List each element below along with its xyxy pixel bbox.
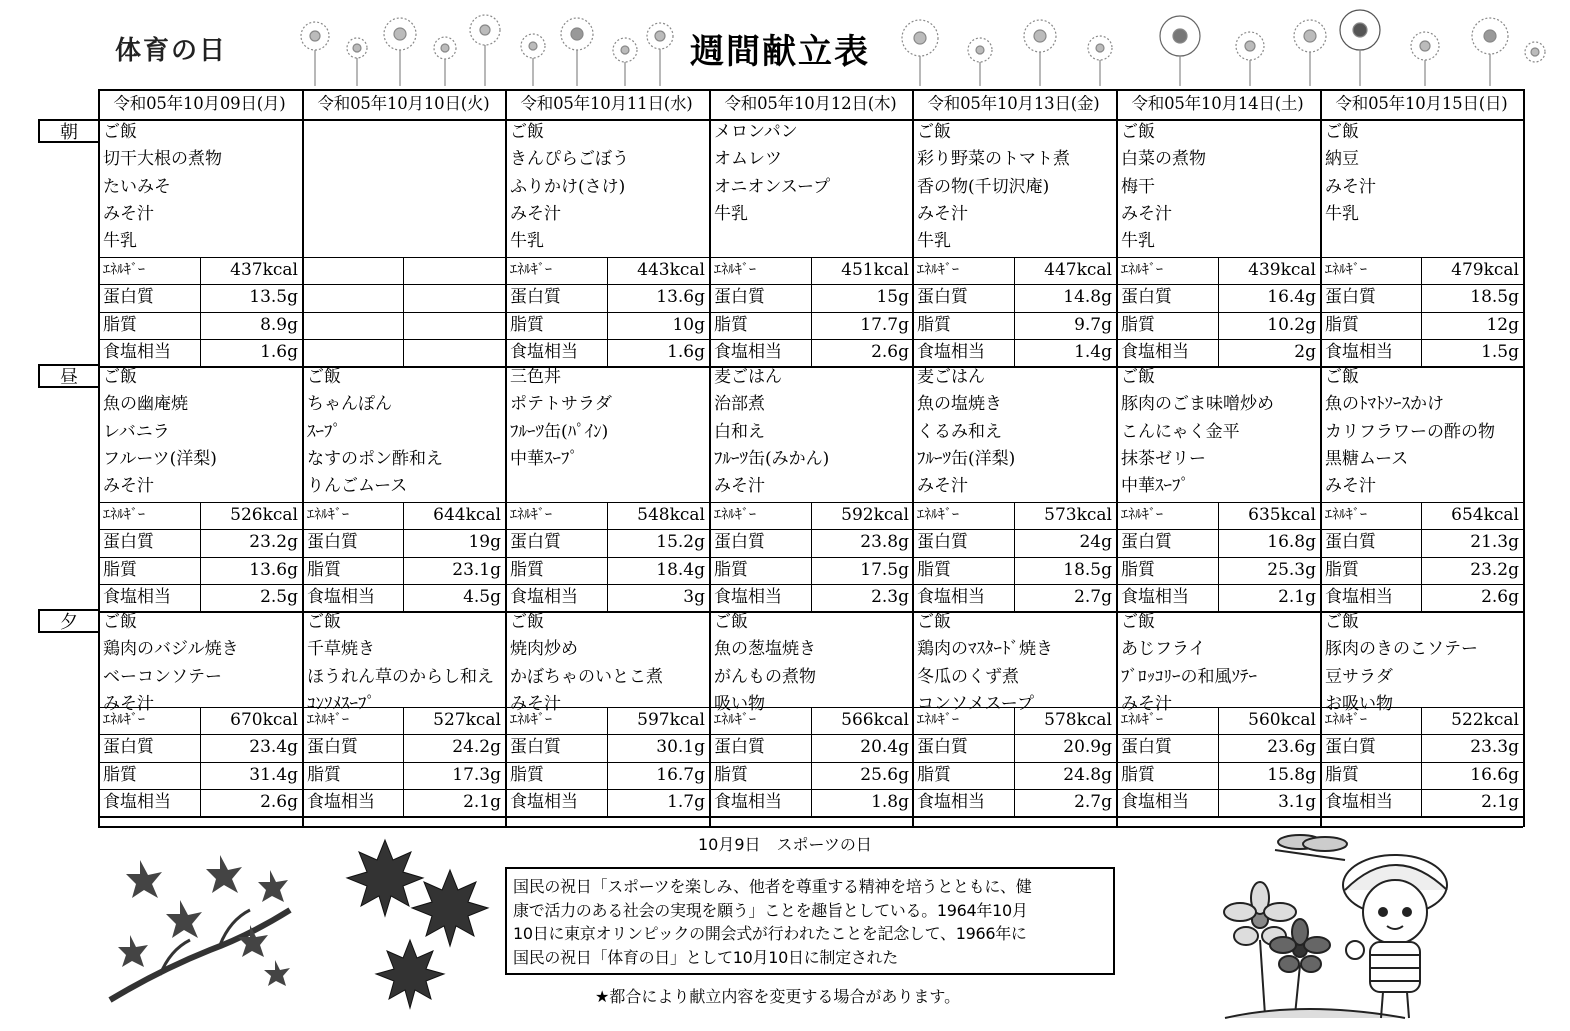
nutrient-label: 食塩相当 — [307, 587, 375, 607]
nutrient-value: 15.2g — [656, 532, 705, 552]
nutrient-label: 脂質 — [510, 315, 544, 335]
nutrient-label: 脂質 — [917, 765, 951, 785]
meal-tag-dinner: 夕 — [38, 609, 98, 633]
menu-item: 豆サラダ — [1325, 667, 1393, 687]
nutrient-label: ｴﾈﾙｷﾞｰ — [1121, 262, 1163, 278]
nutrient-label: ｴﾈﾙｷﾞｰ — [307, 507, 349, 523]
menu-item: 牛乳 — [1121, 231, 1155, 251]
menu-item: かぼちゃのいとこ煮 — [510, 667, 663, 687]
menu-item: りんごムース — [307, 476, 408, 496]
nutrient-label: 脂質 — [1121, 315, 1155, 335]
nutrient-label: ｴﾈﾙｷﾞｰ — [510, 507, 552, 523]
nutrient-label: 食塩相当 — [1325, 342, 1393, 362]
nutrient-value: 2.6g — [1481, 587, 1519, 607]
nutrient-label: 食塩相当 — [1121, 587, 1189, 607]
nutrient-value: 9.7g — [1074, 315, 1112, 335]
menu-item: ポテトサラダ — [510, 394, 612, 414]
nutrient-label: ｴﾈﾙｷﾞｰ — [103, 712, 145, 728]
nutrient-value: 17.7g — [860, 315, 909, 335]
menu-item: 牛乳 — [510, 231, 544, 251]
menu-item: フルーツ(洋梨) — [103, 449, 217, 469]
nutrient-value: 13.6g — [656, 287, 705, 307]
nutrient-label: ｴﾈﾙｷﾞｰ — [510, 712, 552, 728]
nutrient-label: 脂質 — [1121, 765, 1155, 785]
nutrient-label: 食塩相当 — [510, 342, 578, 362]
menu-item: オニオンスープ — [714, 177, 831, 197]
nutrient-label: 脂質 — [510, 560, 544, 580]
nutrient-label: ｴﾈﾙｷﾞｰ — [1121, 507, 1163, 523]
nutrient-label: 食塩相当 — [307, 792, 375, 812]
menu-item: 中華ｽｰﾌﾟ — [510, 449, 578, 469]
nutrient-value: 31.4g — [249, 765, 298, 785]
nutrient-value: 16.7g — [656, 765, 705, 785]
meal-tag-breakfast: 朝 — [38, 119, 98, 143]
menu-item: 切干大根の煮物 — [103, 149, 222, 169]
nutrient-label: 食塩相当 — [917, 342, 985, 362]
nutrient-value: 439kcal — [1248, 260, 1316, 280]
menu-item: みそ汁 — [714, 476, 765, 496]
nutrient-value: 2.3g — [871, 587, 909, 607]
nutrient-value: 17.5g — [860, 560, 909, 580]
menu-item: 抹茶ゼリー — [1121, 449, 1206, 469]
holiday-info-box — [505, 867, 1115, 975]
nutrient-value: 2.7g — [1074, 587, 1112, 607]
menu-item: ご飯 — [510, 612, 544, 632]
menu-item: ﾌﾙｰﾂ缶(ﾊﾟｲﾝ) — [510, 422, 609, 442]
nutrient-label: 脂質 — [714, 765, 748, 785]
menu-item: 吸い物 — [714, 694, 765, 714]
menu-item: 魚の塩焼き — [917, 394, 1002, 414]
nutrient-label: 蛋白質 — [714, 532, 765, 552]
menu-item: ご飯 — [1121, 122, 1155, 142]
nutrient-value: 16.4g — [1267, 287, 1316, 307]
menu-item: 黒糖ムース — [1325, 449, 1409, 469]
nutrient-value: 18.5g — [1470, 287, 1519, 307]
menu-item: 白菜の煮物 — [1121, 149, 1206, 169]
maple-leaves-illustration — [345, 830, 495, 1020]
nutrient-value: 20.4g — [860, 737, 909, 757]
nutrient-value: 14.8g — [1063, 287, 1112, 307]
nutrient-value: 24.8g — [1063, 765, 1112, 785]
nutrient-value: 635kcal — [1248, 505, 1316, 525]
menu-item: ご飯 — [1325, 122, 1359, 142]
nutrient-value: 2.6g — [871, 342, 909, 362]
nutrient-label: 蛋白質 — [917, 532, 968, 552]
nutrient-label: 蛋白質 — [103, 737, 154, 757]
nutrient-label: 食塩相当 — [1121, 342, 1189, 362]
menu-item: あじフライ — [1121, 639, 1206, 659]
menu-item: 梅干 — [1121, 177, 1155, 197]
nutrient-value: 20.9g — [1063, 737, 1112, 757]
nutrient-value: 644kcal — [433, 505, 501, 525]
nutrient-value: 2.7g — [1074, 792, 1112, 812]
menu-item: 納豆 — [1325, 149, 1359, 169]
nutrient-label: 蛋白質 — [1121, 287, 1172, 307]
nutrient-label: 脂質 — [103, 560, 137, 580]
menu-item: ご飯 — [307, 612, 341, 632]
nutrient-value: 2.1g — [463, 792, 501, 812]
menu-item: ﾌﾞﾛｯｺﾘｰの和風ｿﾃｰ — [1121, 667, 1257, 687]
grid-header-line — [98, 119, 1523, 121]
nutrient-label: 食塩相当 — [1325, 792, 1393, 812]
nutrient-label: ｴﾈﾙｷﾞｰ — [1121, 712, 1163, 728]
menu-item: 治部煮 — [714, 394, 765, 414]
nutrient-value: 18.4g — [656, 560, 705, 580]
menu-item: 香の物(千切沢庵) — [917, 177, 1050, 197]
menu-item: 中華ｽｰﾌﾟ — [1121, 476, 1189, 496]
menu-item: 魚の幽庵焼 — [103, 394, 188, 414]
menu-item: 三色丼 — [510, 367, 561, 387]
nutrient-label: ｴﾈﾙｷﾞｰ — [917, 507, 959, 523]
nutrient-value: 13.5g — [249, 287, 298, 307]
nutrient-label: 蛋白質 — [1325, 532, 1376, 552]
nutrient-label: 蛋白質 — [1325, 737, 1376, 757]
nutrient-label: ｴﾈﾙｷﾞｰ — [1325, 262, 1367, 278]
menu-item: ほうれん草のからし和え — [307, 667, 494, 687]
nutrient-value: 23.4g — [249, 737, 298, 757]
nutrient-value: 654kcal — [1451, 505, 1519, 525]
menu-item: ご飯 — [917, 122, 951, 142]
nutrition-row-line — [98, 816, 1523, 818]
nutrient-value: 3.1g — [1278, 792, 1316, 812]
info-line: 10日に東京オリンピックの開会式が行われたことを記念して、1966年に — [513, 924, 1027, 943]
nutrient-label: ｴﾈﾙｷﾞｰ — [1325, 507, 1367, 523]
nutrient-value: 2.5g — [260, 587, 298, 607]
nutrient-value: 16.8g — [1267, 532, 1316, 552]
nutrient-value: 1.7g — [667, 792, 705, 812]
menu-table — [98, 89, 1523, 827]
meal-tag-lunch: 昼 — [38, 364, 98, 388]
menu-item: カリフラワーの酢の物 — [1325, 422, 1495, 442]
change-notice: ★都合により献立内容を変更する場合があります。 — [595, 987, 961, 1006]
nutrient-value: 592kcal — [841, 505, 909, 525]
nutrient-label: 脂質 — [917, 315, 951, 335]
nutrient-label: 脂質 — [1325, 765, 1359, 785]
nutrient-value: 25.6g — [860, 765, 909, 785]
menu-item: なすのポン酢和え — [307, 449, 443, 469]
day-header: 令和05年10月10日(火) — [317, 94, 490, 113]
menu-item: ｺﾝｿﾒｽｰﾌﾟ — [307, 694, 375, 714]
menu-item: ｽｰﾌﾟ — [307, 422, 341, 442]
menu-item: みそ汁 — [1325, 476, 1376, 496]
nutrient-label: ｴﾈﾙｷﾞｰ — [307, 712, 349, 728]
menu-item: ご飯 — [1121, 612, 1155, 632]
info-line: 国民の祝日「体育の日」として10月10日に制定された — [513, 947, 898, 967]
menu-item: みそ汁 — [1325, 177, 1376, 197]
logo-text: 体育の日 — [115, 36, 228, 66]
nutrient-value: 1.4g — [1074, 342, 1112, 362]
grid-column-line — [1320, 89, 1322, 827]
nutrient-value: 13.6g — [249, 560, 298, 580]
nutrient-value: 522kcal — [1451, 710, 1519, 730]
nutrient-value: 25.3g — [1267, 560, 1316, 580]
menu-item: オムレツ — [714, 149, 782, 169]
flower-decoration-right — [890, 6, 1550, 86]
nutrient-label: 蛋白質 — [1121, 737, 1172, 757]
nutrient-value: 17.3g — [452, 765, 501, 785]
day-header: 令和05年10月09日(月) — [113, 94, 286, 113]
menu-item: 白和え — [714, 422, 765, 442]
menu-item: コンソメスープ — [917, 694, 1034, 714]
nutrient-label: 食塩相当 — [714, 342, 782, 362]
nutrient-label: 蛋白質 — [1121, 532, 1172, 552]
nutrient-label: 食塩相当 — [917, 587, 985, 607]
nutrient-value: 15.8g — [1267, 765, 1316, 785]
nutrient-value: 21.3g — [1470, 532, 1519, 552]
menu-item: 麦ごはん — [714, 367, 782, 387]
nutrient-value: 1.8g — [871, 792, 909, 812]
nutrient-label: 脂質 — [1325, 315, 1359, 335]
menu-item: みそ汁 — [510, 694, 561, 714]
menu-item: ご飯 — [510, 122, 544, 142]
nutrient-value: 2.6g — [260, 792, 298, 812]
grid-column-line — [1523, 89, 1525, 827]
nutrient-value: 526kcal — [230, 505, 298, 525]
nutrient-label: ｴﾈﾙｷﾞｰ — [1325, 712, 1367, 728]
nutrient-label: ｴﾈﾙｷﾞｰ — [714, 712, 756, 728]
nutrient-value: 23.8g — [860, 532, 909, 552]
menu-item: 麦ごはん — [917, 367, 985, 387]
menu-item: ﾌﾙｰﾂ缶(洋梨) — [917, 449, 1016, 469]
menu-item: みそ汁 — [103, 476, 154, 496]
nutrient-value: 24.2g — [452, 737, 501, 757]
menu-item: みそ汁 — [917, 476, 968, 496]
nutrient-value: 12g — [1486, 315, 1519, 335]
menu-item: ベーコンソテー — [103, 667, 222, 687]
menu-item: ご飯 — [1325, 367, 1359, 387]
menu-item: 牛乳 — [917, 231, 951, 251]
nutrient-label: 蛋白質 — [714, 287, 765, 307]
nutrient-label: 蛋白質 — [917, 287, 968, 307]
nutrient-label: 蛋白質 — [1325, 287, 1376, 307]
menu-item: お吸い物 — [1325, 694, 1393, 714]
menu-item: 魚のﾄﾏﾄｿｰｽかけ — [1325, 394, 1444, 414]
menu-item: 牛乳 — [714, 204, 748, 224]
day-header: 令和05年10月13日(金) — [927, 94, 1100, 113]
nutrient-label: 食塩相当 — [917, 792, 985, 812]
menu-item: ご飯 — [917, 612, 951, 632]
menu-item: 鶏肉のバジル焼き — [103, 639, 239, 659]
nutrient-value: 1.5g — [1481, 342, 1519, 362]
holiday-logo — [115, 30, 275, 68]
day-header: 令和05年10月12日(木) — [724, 94, 897, 113]
nutrient-label: 蛋白質 — [510, 737, 561, 757]
info-line: 康で活力のある社会の実現を願う」ことを趣旨としている。1964年10月 — [513, 900, 1028, 920]
menu-item: きんぴらごぼう — [510, 149, 629, 169]
menu-item: 千草焼き — [307, 639, 375, 659]
nutrient-label: 食塩相当 — [1121, 792, 1189, 812]
menu-item: がんもの煮物 — [714, 667, 816, 687]
nutrient-value: 23.1g — [452, 560, 501, 580]
nutrient-label: 脂質 — [103, 315, 137, 335]
autumn-branch-illustration — [100, 840, 300, 1010]
menu-item: ﾌﾙｰﾂ缶(みかん) — [714, 449, 830, 469]
menu-item: 牛乳 — [103, 231, 137, 251]
nutrient-value: 451kcal — [841, 260, 909, 280]
menu-item: みそ汁 — [103, 694, 154, 714]
nutrient-value: 30.1g — [656, 737, 705, 757]
nutrient-label: 蛋白質 — [307, 532, 358, 552]
menu-item: 豚肉のきのこソテー — [1325, 639, 1478, 659]
flower-decoration-left — [295, 6, 680, 86]
day-header: 令和05年10月14日(土) — [1131, 94, 1304, 113]
nutrient-label: 蛋白質 — [307, 737, 358, 757]
nutrient-label: 脂質 — [1121, 560, 1155, 580]
menu-item: 魚の葱塩焼き — [714, 639, 816, 659]
menu-item: 冬瓜のくず煮 — [917, 667, 1019, 687]
nutrient-value: 8.9g — [260, 315, 298, 335]
menu-item: みそ汁 — [103, 204, 154, 224]
nutrient-value: 23.3g — [1470, 737, 1519, 757]
nutrient-value: 670kcal — [230, 710, 298, 730]
menu-item: くるみ和え — [917, 422, 1002, 442]
nutrient-value: 23.6g — [1267, 737, 1316, 757]
nutrient-value: 2g — [1294, 342, 1316, 362]
nutrient-value: 24g — [1079, 532, 1112, 552]
nutrient-value: 15g — [876, 287, 909, 307]
nutrient-label: 食塩相当 — [714, 792, 782, 812]
nutrient-value: 18.5g — [1063, 560, 1112, 580]
grid-column-line — [709, 89, 711, 827]
menu-item: たいみそ — [103, 177, 171, 197]
nutrient-label: 脂質 — [714, 560, 748, 580]
nutrient-label: 食塩相当 — [714, 587, 782, 607]
menu-item: こんにゃく金平 — [1121, 422, 1240, 442]
nutrient-value: 19g — [468, 532, 501, 552]
menu-item: ふりかけ(さけ) — [510, 177, 626, 197]
nutrient-label: 蛋白質 — [510, 287, 561, 307]
nutrient-value: 479kcal — [1451, 260, 1519, 280]
grid-column-line — [98, 89, 100, 827]
menu-item: 牛乳 — [1325, 204, 1359, 224]
nutrient-value: 4.5g — [463, 587, 501, 607]
nutrient-label: 脂質 — [307, 765, 341, 785]
nutrient-value: 443kcal — [637, 260, 705, 280]
menu-item: みそ汁 — [510, 204, 561, 224]
nutrient-value: 10g — [672, 315, 705, 335]
nutrient-label: 食塩相当 — [510, 587, 578, 607]
nutrient-value: 2.1g — [1481, 792, 1519, 812]
nutrient-value: 16.6g — [1470, 765, 1519, 785]
nutrient-label: 蛋白質 — [917, 737, 968, 757]
nutrient-value: 597kcal — [637, 710, 705, 730]
nutrient-value: 548kcal — [637, 505, 705, 525]
nutrient-value: 560kcal — [1248, 710, 1316, 730]
nutrient-label: ｴﾈﾙｷﾞｰ — [103, 507, 145, 523]
nutrient-value: 3g — [683, 587, 705, 607]
nutrient-value: 566kcal — [841, 710, 909, 730]
grid-column-line — [1116, 89, 1118, 827]
nutrient-value: 2.1g — [1278, 587, 1316, 607]
menu-item: ご飯 — [714, 612, 748, 632]
nutrient-label: ｴﾈﾙｷﾞｰ — [510, 262, 552, 278]
menu-item: レバニラ — [103, 422, 170, 442]
nutrient-value: 447kcal — [1044, 260, 1112, 280]
nutrient-label: 脂質 — [307, 560, 341, 580]
nutrient-label: 脂質 — [510, 765, 544, 785]
menu-item: ご飯 — [103, 122, 137, 142]
menu-item: ご飯 — [307, 367, 341, 387]
nutrient-label: 食塩相当 — [103, 587, 171, 607]
menu-item: 鶏肉のﾏｽﾀｰﾄﾞ焼き — [917, 639, 1053, 659]
menu-item: みそ汁 — [1121, 204, 1172, 224]
grid-column-line — [505, 89, 507, 827]
nutrient-label: 脂質 — [714, 315, 748, 335]
menu-item: 焼肉炒め — [510, 639, 578, 659]
nutrient-label: 脂質 — [917, 560, 951, 580]
nutrient-label: ｴﾈﾙｷﾞｰ — [103, 262, 145, 278]
nutrient-label: 脂質 — [103, 765, 137, 785]
sports-day-heading: 10月9日 スポーツの日 — [698, 835, 872, 854]
nutrient-value: 10.2g — [1267, 315, 1316, 335]
nutrient-value: 527kcal — [433, 710, 501, 730]
nutrient-label: ｴﾈﾙｷﾞｰ — [714, 507, 756, 523]
nutrient-value: 23.2g — [1470, 560, 1519, 580]
child-with-flowers-illustration — [1205, 830, 1475, 1025]
menu-item: メロンパン — [714, 122, 798, 142]
menu-item: ご飯 — [103, 612, 137, 632]
menu-item: みそ汁 — [1121, 694, 1172, 714]
menu-item: みそ汁 — [917, 204, 968, 224]
nutrient-label: 食塩相当 — [510, 792, 578, 812]
nutrition-column-line — [403, 257, 404, 366]
nutrient-label: 蛋白質 — [103, 532, 154, 552]
menu-item: 彩り野菜のトマト煮 — [917, 149, 1070, 169]
nutrient-value: 1.6g — [667, 342, 705, 362]
nutrient-value: 437kcal — [230, 260, 298, 280]
nutrient-label: ｴﾈﾙｷﾞｰ — [917, 262, 959, 278]
day-header: 令和05年10月15日(日) — [1335, 94, 1508, 113]
nutrient-label: ｴﾈﾙｷﾞｰ — [917, 712, 959, 728]
nutrient-label: 蛋白質 — [510, 532, 561, 552]
nutrient-label: 脂質 — [1325, 560, 1359, 580]
nutrient-label: 蛋白質 — [714, 737, 765, 757]
grid-bottom-line — [98, 826, 1523, 828]
nutrient-value: 23.2g — [249, 532, 298, 552]
info-line: 国民の祝日「スポーツを楽しみ、他者を尊重する精神を培うとともに、健 — [513, 877, 1032, 896]
grid-column-line — [302, 89, 304, 827]
nutrient-label: 食塩相当 — [103, 792, 171, 812]
nutrient-value: 573kcal — [1044, 505, 1112, 525]
grid-column-line — [912, 89, 914, 827]
nutrient-label: 食塩相当 — [1325, 587, 1393, 607]
menu-item: ちゃんぽん — [307, 394, 392, 414]
nutrient-label: ｴﾈﾙｷﾞｰ — [714, 262, 756, 278]
page-title: 週間献立表 — [690, 32, 870, 72]
nutrient-value: 578kcal — [1044, 710, 1112, 730]
nutrient-value: 1.6g — [260, 342, 298, 362]
menu-item: ご飯 — [103, 367, 137, 387]
menu-item: 豚肉のごま味噌炒め — [1121, 394, 1274, 414]
nutrient-label: 食塩相当 — [103, 342, 171, 362]
day-header: 令和05年10月11日(水) — [520, 94, 693, 113]
menu-item: ご飯 — [1325, 612, 1359, 632]
menu-item: ご飯 — [1121, 367, 1155, 387]
nutrient-label: 蛋白質 — [103, 287, 154, 307]
